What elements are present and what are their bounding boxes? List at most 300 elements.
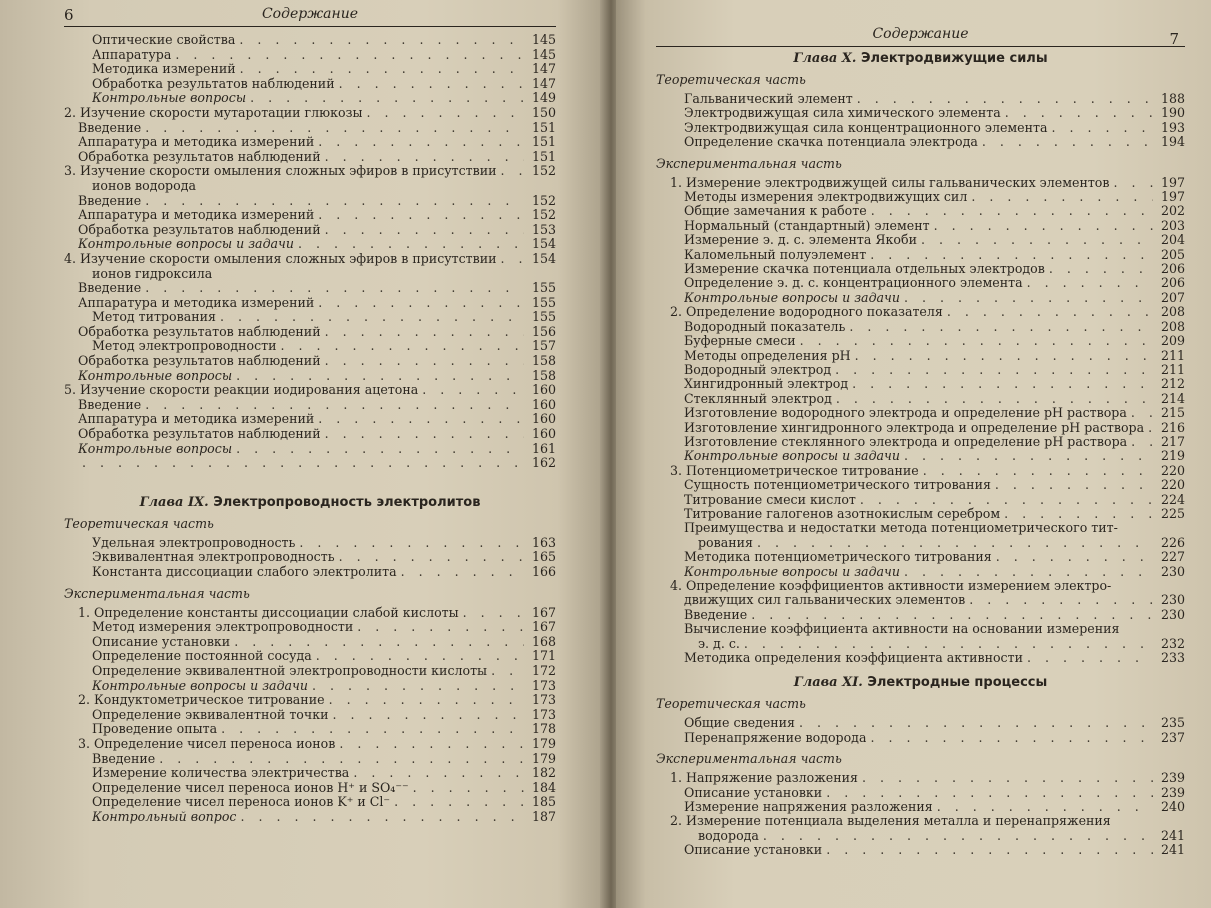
toc-list [656,716,1185,745]
toc-entry-title: 3. Определение чисел переноса ионов [78,736,336,751]
toc-entry-title: Стеклянный электрод [684,391,832,406]
toc-entry [656,262,1185,276]
toc-entry [656,363,1185,377]
toc-entry [656,651,1185,665]
toc-entry-title: 2. Измерение потенциала выделения металла и перенапряжения [670,814,1111,829]
chapter-heading [656,675,1185,690]
toc-entry [64,179,556,194]
toc-entry-title: Аппаратура и методика измерений [78,295,315,310]
toc-entry-title: Определение скачка потенциала электрода [684,135,978,150]
toc-entry [64,223,556,238]
toc-entry [64,208,556,223]
toc-entry [656,320,1185,334]
toc-entry-page: 160 [531,426,556,442]
toc-entry-page: 240 [1160,799,1185,815]
toc-entry [64,310,556,325]
toc-entry-page: 162 [531,455,556,471]
toc-entry-title: 4. Изучение скорости омыления сложных эфиров в присутствии [64,251,497,266]
toc-entry [64,150,556,165]
dot-leader [234,635,524,650]
toc-entry-title: Описание установки [92,634,231,649]
dot-leader [971,190,1153,204]
dot-leader [1131,406,1153,420]
toc-entry-title: Методы измерения электродвижущих сил [684,190,968,205]
toc-entry [64,550,556,565]
dot-leader [1005,106,1153,120]
toc-entry-title: Введение [78,397,142,412]
toc-entry [656,814,1185,828]
toc-entry-title: Измерение напряжения разложения [684,800,933,815]
toc-entry-page: 215 [1160,405,1185,421]
toc-entry [64,106,556,121]
dot-leader [937,800,1153,814]
section-heading: Экспериментальная часть [656,751,842,767]
toc-entry-title: Определение эквивалентной электропроводности кислоты [92,663,488,678]
toc-entry-page: 220 [1160,462,1185,478]
toc-entry-title: Введение [684,607,748,622]
toc-entry-title: Титрование смеси кислот [684,492,856,507]
toc-entry-page: 203 [1160,217,1185,233]
toc-entry [64,267,556,282]
toc-entry [64,606,556,621]
dot-leader [1131,435,1153,449]
toc-entry-title: Метод измерения электропроводности [92,620,354,635]
toc-entry-title: Методика определения коэффициента активности [684,651,1023,666]
dot-leader [329,693,524,708]
toc-entry-title: ионов водорода [92,178,196,193]
toc-entry-page: 237 [1160,729,1185,745]
toc-entry-page: 209 [1160,333,1185,349]
dot-leader [401,565,524,580]
toc-entry-page: 151 [531,119,556,135]
dot-leader [339,77,524,92]
dot-leader [463,606,524,621]
toc-entry [656,464,1185,478]
dot-leader [871,204,1153,218]
dot-leader [744,637,1153,651]
toc-entry [64,635,556,650]
dot-leader [339,737,524,752]
dot-leader [800,334,1153,348]
toc-entry [656,536,1185,550]
toc-entry-page: 184 [531,779,556,795]
toc-entry-title: Константа диссоциации слабого электролита [92,565,397,579]
toc-entry-page: 190 [1160,105,1185,121]
toc-entry-page: 219 [1160,448,1185,464]
toc-entry-title: 1. Измерение электродвижущей силы гальванических элементов [670,175,1110,190]
toc-entry-title: Методика потенциометрического титрования [684,550,992,565]
dot-leader [855,349,1153,363]
toc-entry-title: Изготовление водородного электрода и определение pH раствора [684,406,1127,421]
right-running-title: Содержание [872,26,969,42]
toc-entry-page: 158 [531,353,556,369]
toc-entry [64,369,556,384]
toc-entry-title: Аппаратура и методика измерений [78,135,315,150]
toc-list [656,92,1185,150]
toc-entry-title: Электродвижущая сила химического элемента [684,106,1001,121]
toc-entry-title: Методика измерений [92,62,236,77]
dot-leader [366,106,524,121]
chapter-label: Глава XI. [793,675,863,691]
toc-entry-title: э. д. с. [698,636,740,651]
toc-entry-page: 161 [531,440,556,456]
toc-entry [656,493,1185,507]
toc-entry-title: Контрольные вопросы и задачи [92,678,309,693]
toc-entry-page: 206 [1160,275,1185,291]
toc-entry [64,649,556,664]
toc-entry [656,276,1185,290]
toc-entry [656,579,1185,593]
toc-entry-page: 188 [1160,91,1185,106]
toc-entry-title: Измерение количества электричества [92,766,350,781]
toc-entry-page: 155 [531,294,556,310]
toc-entry [656,377,1185,391]
toc-entry [64,121,556,136]
chapter-heading [64,495,556,510]
toc-entry-title: 3. Потенциометрическое титрование [670,463,919,478]
toc-entry [64,722,556,737]
toc-entry-title: Обработка результатов наблюдений [78,222,321,237]
chapter-title: Электропроводность электролитов [213,494,481,510]
toc-entry [656,121,1185,135]
toc-entry-page: 154 [531,236,556,252]
toc-entry-title: Каломельный полуэлемент [684,247,867,262]
toc-entry-title: Контрольные вопросы и задачи [684,564,901,579]
dot-leader [757,536,1153,550]
dot-leader [82,456,524,471]
toc-entry [656,449,1185,463]
toc-entry-page: 241 [1160,842,1185,858]
dot-leader [145,194,524,209]
toc-entry-page: 152 [531,163,556,179]
toc-entry-title: Контрольный вопрос [92,809,237,824]
toc-entry-title: Описание установки [684,785,823,800]
dot-leader [332,708,524,723]
dot-leader [159,752,524,767]
dot-leader [318,296,524,311]
toc-entry-title: Нормальный (стандартный) элемент [684,218,930,233]
dot-leader [836,392,1153,406]
toc-entry-page: 165 [531,549,556,565]
dot-leader [325,427,524,442]
toc-entry-page: 206 [1160,261,1185,277]
toc-entry [64,383,556,398]
toc-entry-title: Введение [78,281,142,296]
dot-leader [799,716,1153,730]
toc-entry [64,679,556,694]
toc-entry-page: 153 [531,221,556,237]
toc-entry-title: 2. Определение водородного показателя [670,305,943,320]
toc-entry [64,412,556,427]
toc-entry-title: Контрольные вопросы [78,368,233,383]
toc-entry-title: Общие замечания к работе [684,204,867,219]
dot-leader [422,383,524,398]
toc-entry-title: водорода [698,828,759,843]
toc-entry-title: Контрольные вопросы и задачи [684,449,901,464]
toc-entry [656,392,1185,406]
toc-entry [64,737,556,752]
toc-entry [656,334,1185,348]
toc-entry [64,766,556,781]
toc-entry-title: Метод титрования [92,310,216,325]
toc-entry-page: 224 [1160,491,1185,507]
toc-entry-page: 193 [1160,119,1185,135]
dot-leader [1148,421,1153,435]
toc-entry-title: Аппаратура и методика измерений [78,208,315,223]
dot-leader [904,565,1153,579]
right-page-number: 7 [1169,30,1179,48]
toc-entry-page: 151 [531,148,556,164]
toc-entry [656,421,1185,435]
toc-entry-page: 160 [531,396,556,412]
toc-entry [656,349,1185,363]
toc-entry-page: 185 [531,794,556,810]
toc-entry-title: 1. Напряжение разложения [670,771,858,786]
toc-entry [656,565,1185,579]
toc-entry-title: 4. Определение коэффициентов активности измерением электро- [670,579,1112,593]
toc-entry [64,810,556,825]
dot-leader [175,48,524,63]
toc-entry [64,33,556,48]
toc-entry-page: 208 [1160,318,1185,334]
toc-entry-page: 150 [531,104,556,120]
dot-leader [394,795,524,810]
toc-entry-page: 173 [531,692,556,708]
toc-entry-page: 167 [531,604,556,620]
toc-entry-title: Буферные смеси [684,334,796,349]
toc-entry-title: Контрольные вопросы и задачи [684,290,901,305]
toc-list [656,771,1185,857]
dot-leader [240,810,524,825]
toc-entry [64,77,556,92]
dot-leader [1052,121,1153,135]
toc-entry-page: 202 [1160,203,1185,219]
toc-entry-page: 194 [1160,134,1185,150]
section-heading: Теоретическая часть [656,72,806,87]
toc-entry [656,219,1185,233]
toc-entry [64,252,556,267]
toc-entry [656,622,1185,636]
toc-entry-title: Проведение опыта [92,722,218,737]
dot-leader [849,320,1153,334]
dot-leader [1004,507,1153,521]
toc-entry [656,204,1185,218]
dot-leader [236,369,524,384]
dot-leader [325,150,524,165]
toc-entry [64,693,556,708]
toc-entry-page: 211 [1160,361,1185,377]
dot-leader [751,608,1153,622]
dot-leader [870,731,1153,745]
chapter-heading [656,51,1185,66]
toc-entry [656,92,1185,106]
toc-entry-title: Водородный электрод [684,362,832,377]
toc-entry-title: Эквивалентная электропроводность [92,550,335,565]
dot-leader [281,339,525,354]
toc-entry-page: 212 [1160,376,1185,392]
toc-entry [64,62,556,77]
dot-leader [318,412,524,427]
toc-entry-title: Введение [92,751,156,766]
toc-entry-page: 217 [1160,433,1185,449]
toc-entry-page: 157 [531,338,556,354]
dot-leader [969,593,1153,607]
toc-entry-title: Определение чисел переноса ионов K⁺ и Cl⁻ [92,795,391,810]
section-heading: Теоретическая часть [656,696,806,712]
dot-leader [236,442,524,457]
toc-entry-title: Описание установки [684,843,823,858]
toc-entry-title: Водородный показатель [684,319,846,334]
dot-leader [145,281,524,296]
toc-entry-title: Метод электропроводности [92,339,277,354]
toc-entry-page: 197 [1160,189,1185,205]
toc-entry-page: 154 [531,250,556,266]
toc-entry-page: 235 [1160,715,1185,731]
toc-entry [656,843,1185,857]
toc-entry-page: 178 [531,721,556,737]
toc-entry-title: Гальванический элемент [684,92,853,106]
toc-entry-page: 160 [531,382,556,398]
toc-entry-title: Контрольные вопросы и задачи [78,237,295,252]
toc-entry-page: 163 [531,534,556,550]
toc-entry [656,135,1185,149]
dot-leader [947,305,1153,319]
dot-leader [318,135,524,150]
toc-entry-page: 214 [1160,390,1185,406]
toc-entry [656,507,1185,521]
dot-leader [835,363,1153,377]
toc-entry [656,521,1185,535]
toc-entry-title: Общие сведения [684,716,796,731]
toc-entry [64,281,556,296]
dot-leader [413,781,524,796]
toc-entry-page: 239 [1160,770,1185,786]
toc-entry-page: 152 [531,207,556,223]
toc-entry-page: 216 [1160,419,1185,435]
dot-leader [220,310,524,325]
left-running-title: Содержание [261,6,359,22]
chapter-title: Электродные процессы [867,675,1048,691]
chapter-label: Глава X. [793,51,857,66]
toc-entry-title: Обработка результатов наблюдений [78,354,321,369]
toc-entry [656,406,1185,420]
toc-entry-page: 220 [1160,477,1185,493]
toc-entry-page: 239 [1160,784,1185,800]
toc-entry-title: Аппаратура [92,47,172,62]
toc-entry-title: Преимущества и недостатки метода потенциометрического тит- [684,521,1118,536]
toc-entry-page: 160 [531,411,556,427]
dot-leader [312,679,524,694]
toc-entry-page: 155 [531,280,556,296]
toc-entry-title: Контрольные вопросы [92,91,247,106]
toc-entry-title: Изготовление стеклянного электрода и определение pH раствора [684,434,1128,449]
toc-entry-page: 182 [531,765,556,781]
toc-entry-title: Обработка результатов наблюдений [78,427,321,442]
toc-entry [64,620,556,635]
toc-entry [656,829,1185,843]
dot-leader [826,843,1153,857]
toc-entry-title: Определение постоянной сосуда [92,649,312,664]
toc-entry-title: Введение [78,193,142,208]
toc-entry-page: 233 [1160,650,1185,666]
dot-leader [501,252,524,267]
toc-entry [656,608,1185,622]
toc-entry-title: Определение эквивалентной точки [92,707,329,722]
toc-entry [64,237,556,252]
toc-entry-page: 151 [531,134,556,150]
toc-entry-page: 230 [1160,606,1185,622]
dot-leader [1027,651,1153,665]
toc-entry [64,325,556,340]
dot-leader [325,223,524,238]
toc-entry-title: 1. Определение константы диссоциации слабой кислоты [78,605,459,620]
toc-entry-page: 173 [531,677,556,693]
toc-entry-title: Обработка результатов наблюдений [78,324,321,339]
toc-entry [64,48,556,63]
toc-entry-page: 166 [531,564,556,579]
dot-leader [325,325,524,340]
toc-entry [656,731,1185,745]
dot-leader [491,664,524,679]
toc-entry-page: 172 [531,662,556,678]
dot-leader [862,771,1153,785]
dot-leader [240,62,524,77]
toc-entry-page: 232 [1160,635,1185,651]
toc-entry-page: 205 [1160,246,1185,262]
toc-entry [656,593,1185,607]
toc-entry-title: Вычисление коэффициента активности на основании измерения [684,622,1120,637]
dot-leader [221,722,524,737]
dot-leader [250,91,524,106]
toc-list [64,606,556,825]
toc-entry [656,478,1185,492]
dot-leader [1027,276,1153,290]
dot-leader [996,550,1153,564]
toc-entry [656,637,1185,651]
section-heading: Экспериментальная часть [64,585,250,601]
dot-leader [353,766,524,781]
toc-entry [656,771,1185,785]
toc-entry [656,248,1185,262]
toc-entry [64,442,556,457]
toc-list [656,176,1185,666]
toc-entry [656,190,1185,204]
toc-entry [656,106,1185,120]
dot-leader [870,248,1153,262]
toc-entry-title: рования [698,535,753,550]
toc-entry [656,233,1185,247]
toc-entry [656,716,1185,730]
right-page [616,0,1211,908]
toc-entry-page: 187 [531,808,556,824]
dot-leader [1049,262,1153,276]
toc-entry-title: Измерение скачка потенциала отдельных электродов [684,262,1045,277]
toc-entry [656,176,1185,190]
toc-entry-page: 147 [531,75,556,91]
right-running-header [656,26,1185,47]
toc-entry-page: 167 [531,619,556,635]
left-running-header [64,6,556,27]
toc-entry [64,427,556,442]
toc-entry-page: 230 [1160,563,1185,579]
toc-entry [656,786,1185,800]
toc-entry-title: Контрольные вопросы [78,441,233,456]
toc-entry-title: 3. Изучение скорости омыления сложных эфиров в присутствии [64,164,497,179]
dot-leader [923,464,1153,478]
toc-entry-page: 241 [1160,827,1185,843]
toc-entry-title: 2. Кондуктометрическое титрование [78,693,325,708]
toc-entry-title: Введение [78,120,142,135]
